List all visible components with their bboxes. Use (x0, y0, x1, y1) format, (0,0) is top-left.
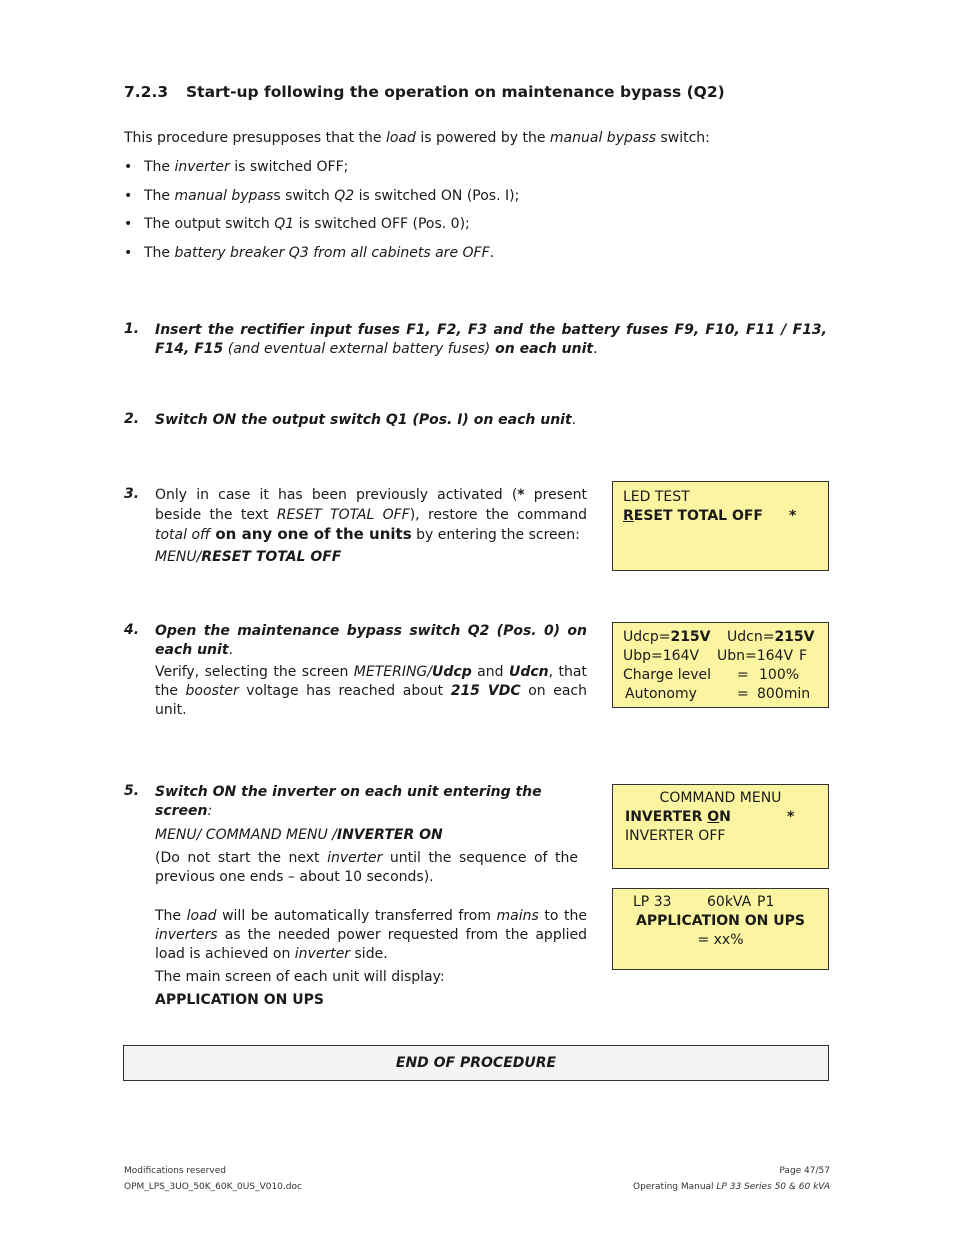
footer-page-number: Page 47/57 (779, 1166, 830, 1176)
bullet-text: . (489, 245, 495, 262)
step-5-instruction (155, 783, 587, 821)
step-text: ), restore the command (409, 506, 587, 523)
step-text: METERING/ (353, 664, 432, 680)
step-text: , that the (155, 664, 587, 699)
step-5-transfer (155, 907, 587, 964)
section-heading (124, 83, 725, 101)
step-text: . (228, 642, 233, 658)
footer-filename: OPM_LPS_3UO_50K_60K_0US_V010.doc (124, 1182, 302, 1192)
lcd-screen-metering (612, 622, 829, 708)
step-3-paragraph (155, 486, 587, 546)
step-number: 1. (124, 321, 140, 337)
step-text: MENU/ (155, 548, 202, 565)
lcd-text: ESET TOTAL OFF (633, 508, 763, 524)
step-5-display-value: APPLICATION ON UPS (155, 992, 324, 1008)
footer-modifications: Modifications reserved (124, 1166, 226, 1176)
step-text: RESET TOTAL OFF (276, 506, 410, 523)
lcd-text: P1 (757, 894, 775, 910)
step-text: as the needed power requested from the applied load is achieved on (155, 927, 587, 962)
intro-manual-bypass: manual bypass (549, 130, 657, 146)
lcd-line: INVERTER OFF (625, 828, 726, 844)
step-2-end: . (571, 412, 577, 428)
bullet-text: The (144, 245, 175, 262)
lcd-value: 100% (759, 667, 800, 683)
step-text: Udcn (508, 664, 549, 680)
step-text: 215 VDC (450, 683, 521, 699)
step-number: 5. (124, 783, 140, 799)
step-text: MENU/ COMMAND MENU / (155, 827, 337, 843)
step-text: load (186, 908, 217, 924)
bullet-text: battery breaker Q3 from all cabinets are OFF (174, 245, 490, 262)
intro-text: switch: (656, 130, 710, 146)
lcd-text: INVERTER (625, 809, 708, 825)
bullet-text: The output switch (144, 216, 275, 233)
lcd-active-marker: * (787, 809, 795, 825)
lcd-value: 800min (757, 686, 811, 702)
bullet-text: is switched OFF; (229, 159, 349, 175)
step-text: present beside the text (155, 487, 587, 523)
list-item (124, 188, 519, 217)
footer-text: Operating Manual (633, 1182, 717, 1192)
lcd-text: = (737, 667, 749, 683)
step-text: Only in case it has been previously activated ( (155, 487, 518, 503)
lcd-text: LP 33 (633, 894, 672, 910)
lcd-screen-command-menu (612, 784, 829, 869)
step-number: 4. (124, 622, 140, 638)
lcd-screen-reset-total-off (612, 481, 829, 571)
step-text: inverter (294, 946, 351, 962)
lcd-line: APPLICATION ON UPS (636, 913, 805, 929)
section-number: 7.2.3 (124, 83, 169, 101)
step-text: inverters (155, 927, 218, 943)
step-text: RESET TOTAL OFF (201, 548, 342, 565)
step-5-note (155, 849, 578, 887)
lcd-line (633, 893, 808, 912)
lcd-line (623, 666, 818, 685)
bullet-text: is switched ON (Pos. I); (354, 187, 520, 204)
step-text: total off (155, 527, 211, 543)
step-text: voltage has reached about (238, 683, 451, 699)
step-1-italic: (and eventual external battery fuses) (223, 341, 491, 357)
step-1-bold: Insert the rectifier input fuses F1, F2, F3 and the battery fuses F9, F10, F11 / F13, F14, F15 (155, 322, 827, 357)
step-1-text (155, 321, 827, 359)
bullet-text: is switched OFF (Pos. 0); (294, 216, 470, 233)
lcd-line (623, 507, 818, 526)
step-5-display-note: The main screen of each unit will display: (155, 969, 445, 985)
footer-manual-title (633, 1182, 830, 1192)
lcd-cursor-letter: O (707, 809, 720, 825)
end-of-procedure-box: END OF PROCEDURE (123, 1045, 829, 1081)
list-item (124, 159, 519, 188)
lcd-text: Charge level (623, 667, 711, 683)
bullet-text: Q1 (274, 216, 295, 233)
step-text: Udcp (432, 664, 472, 680)
step-text: Switch ON the inverter on each unit entering the screen (155, 784, 542, 819)
step-text: until the sequence of the previous one ends – about 10 seconds). (155, 850, 578, 885)
step-number: 3. (124, 486, 140, 502)
lcd-line: = xx% (697, 932, 744, 948)
step-text: and (471, 664, 509, 680)
lcd-text: = (737, 686, 749, 702)
bullet-text: s switch (273, 187, 335, 204)
lcd-line (625, 808, 816, 827)
step-text: The (155, 908, 187, 924)
list-item (124, 216, 519, 245)
step-4-instruction (155, 622, 587, 660)
intro-text: is powered by the (415, 130, 550, 146)
section-title: Start-up following the operation on maintenance bypass (Q2) (186, 83, 725, 101)
intro-text: This procedure presupposes that the (124, 130, 386, 146)
lcd-active-marker: * (789, 508, 797, 524)
step-text: booster (185, 683, 239, 699)
step-4-verify (155, 663, 587, 720)
bullet-text: manual bypas (174, 187, 274, 204)
step-text: (Do not start the next (155, 850, 328, 866)
step-4-text (155, 622, 587, 720)
intro-paragraph (124, 130, 710, 146)
bullet-text: Q2 (334, 187, 355, 204)
step-text: by entering the screen: (411, 527, 580, 543)
lcd-value: 215V (774, 629, 815, 645)
step-3-menu-path (155, 548, 587, 568)
lcd-text: Udcn= (727, 629, 775, 645)
lcd-text: F (799, 648, 808, 664)
step-text: mains (496, 908, 539, 924)
lcd-text: Ubp=164V (623, 648, 700, 664)
step-1-bold: on each unit (490, 341, 594, 357)
step-text: side. (350, 946, 388, 962)
lcd-text: Udcp= (623, 629, 671, 645)
step-text: Open the maintenance bypass switch Q2 (Pos. 0) on each unit (155, 623, 587, 658)
step-5-text (155, 783, 587, 1010)
lcd-line (623, 647, 818, 666)
lcd-line (623, 628, 818, 647)
step-text: inverter (327, 850, 383, 866)
footer-text: LP 33 Series 50 & 60 kVA (716, 1182, 830, 1192)
lcd-line (623, 685, 818, 704)
bullet-text: The (144, 187, 175, 204)
precondition-list (124, 159, 519, 274)
bullet-text: The (144, 159, 175, 175)
step-text: on each unit. (155, 683, 587, 718)
lcd-value: 215V (670, 629, 711, 645)
step-3-text (155, 486, 587, 567)
step-5-menu-path (155, 826, 587, 845)
step-text: INVERTER ON (336, 827, 443, 843)
step-text: will be automatically transferred from (216, 908, 497, 924)
lcd-text: 60kVA (707, 894, 752, 910)
lcd-cursor-letter: R (623, 508, 634, 524)
step-text: to the (538, 908, 587, 924)
step-2-bold: Switch ON the output switch Q1 (Pos. I) on each unit (155, 412, 572, 428)
lcd-text: N (719, 809, 731, 825)
step-text: Verify, selecting the screen (155, 664, 354, 680)
step-text: * (517, 487, 525, 503)
step-1-end: . (593, 341, 598, 357)
intro-load: load (385, 130, 416, 146)
step-text: on any one of the units (210, 525, 412, 543)
lcd-text: Ubn=164V (717, 648, 794, 664)
lcd-line: COMMAND MENU (659, 790, 782, 806)
bullet-text: inverter (174, 159, 230, 175)
lcd-text: Autonomy (625, 686, 697, 702)
list-item (124, 245, 519, 274)
step-text: : (207, 803, 213, 819)
lcd-screen-main (612, 888, 829, 970)
step-number: 2. (124, 411, 140, 427)
lcd-line: LED TEST (623, 489, 690, 505)
step-2-text (155, 411, 827, 430)
